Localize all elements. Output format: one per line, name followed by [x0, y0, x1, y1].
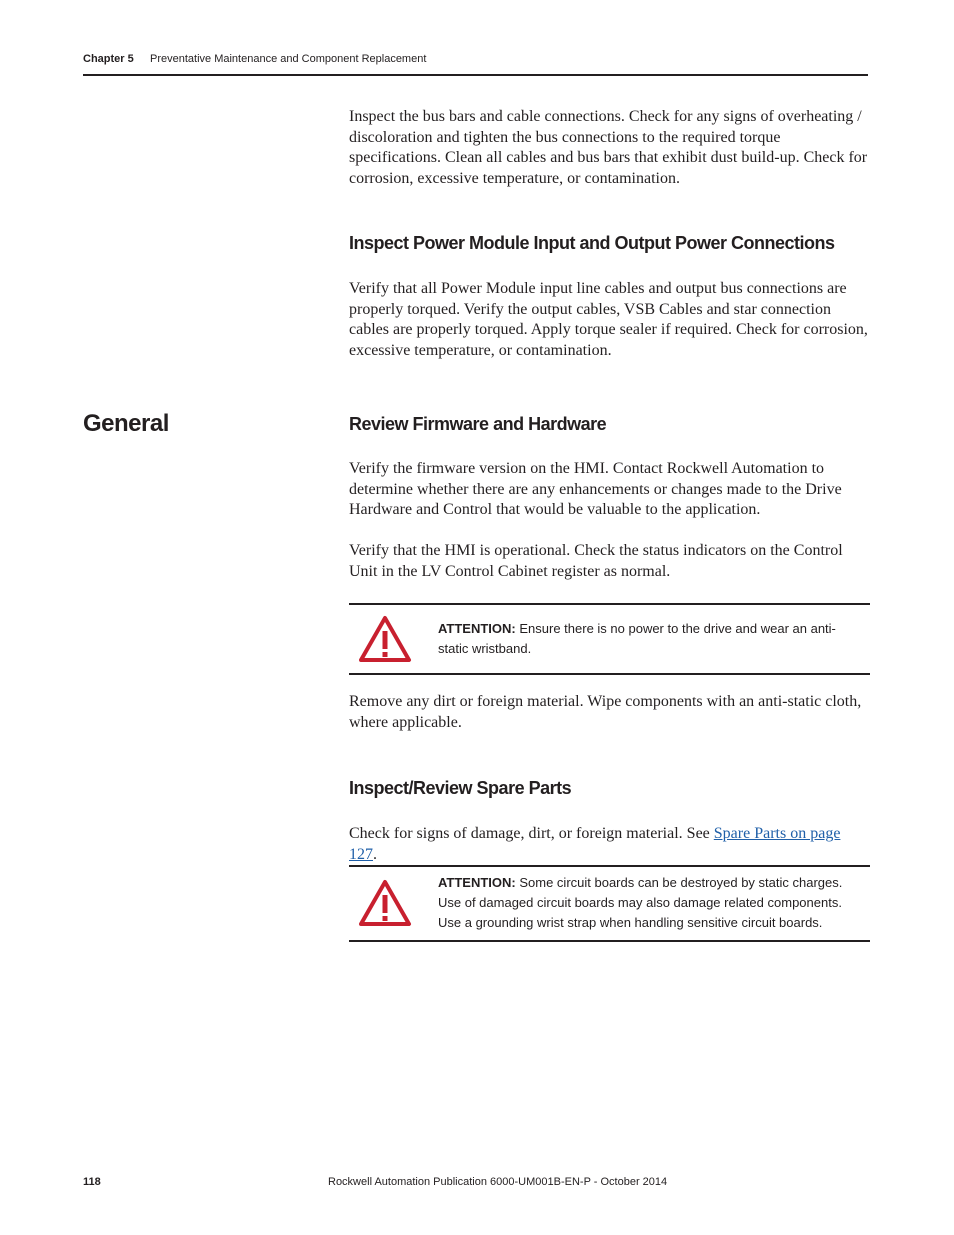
spare-parts-paragraph: [349, 824, 871, 865]
attention-box-static: [349, 865, 870, 942]
attention-label: ATTENTION:: [438, 621, 516, 636]
attention-label: ATTENTION:: [438, 875, 516, 890]
page-number: 118: [83, 1176, 101, 1188]
attention-box-power: [349, 603, 870, 675]
firmware-paragraph-2: Verify that the HMI is operational. Check the status indicators on the Control Unit in the LV Control Cabinet register as normal.: [349, 542, 843, 580]
heading-power-connections: Inspect Power Module Input and Output Power Connections: [349, 233, 835, 253]
chapter-label: Chapter 5: [83, 53, 134, 65]
spare-parts-link[interactable]: Spare Parts on page 127: [349, 825, 841, 863]
intro-paragraph: Inspect the bus bars and cable connections. Check for any signs of overheating / discoloration and tighten the bus connections to the required torque specifications. Clean all cables and bus bars that exhibit dust build-up. Check for corrosion, excessive temperature, or contamination.: [349, 108, 868, 187]
header-rule: [83, 74, 868, 76]
firmware-paragraph-3: Remove any dirt or foreign material. Wipe components with an anti-static cloth, where applicable.: [349, 693, 862, 731]
warning-triangle-icon: [358, 879, 412, 927]
chapter-title: Preventative Maintenance and Component Replacement: [150, 53, 427, 65]
spare-parts-period: .: [373, 845, 377, 863]
firmware-paragraph-1: Verify the firmware version on the HMI. Contact Rockwell Automation to determine whether there are any enhancements or changes made to the Drive Hardware and Control that would be valuable to the application.: [349, 460, 842, 518]
attention-text-static: [438, 873, 858, 933]
section-heading-general: General: [83, 410, 169, 437]
warning-triangle-icon: [358, 615, 412, 663]
attention-message: Some circuit boards can be destroyed by static charges. Use of damaged circuit boards may also damage related components. Use a grounding wrist strap when handling sensitive circuit boards.: [438, 875, 843, 930]
attention-message: Ensure there is no power to the drive and wear an anti-static wristband.: [438, 621, 836, 656]
page-header: [83, 53, 868, 75]
attention-text-power: [438, 619, 858, 659]
publication-footer: Rockwell Automation Publication 6000-UM001B-EN-P - October 2014: [328, 1176, 668, 1188]
heading-spare-parts: Inspect/Review Spare Parts: [349, 778, 572, 798]
heading-firmware-hardware: Review Firmware and Hardware: [349, 414, 607, 434]
power-connections-paragraph: Verify that all Power Module input line cables and output bus connections are properly torqued. Verify the output cables, VSB Cables and star connection cables are properly torqued. Apply torque sealer if required. Check for corrosion, excessive temperature, or contamination.: [349, 280, 868, 359]
spare-parts-text: Check for signs of damage, dirt, or foreign material. See: [349, 825, 714, 842]
